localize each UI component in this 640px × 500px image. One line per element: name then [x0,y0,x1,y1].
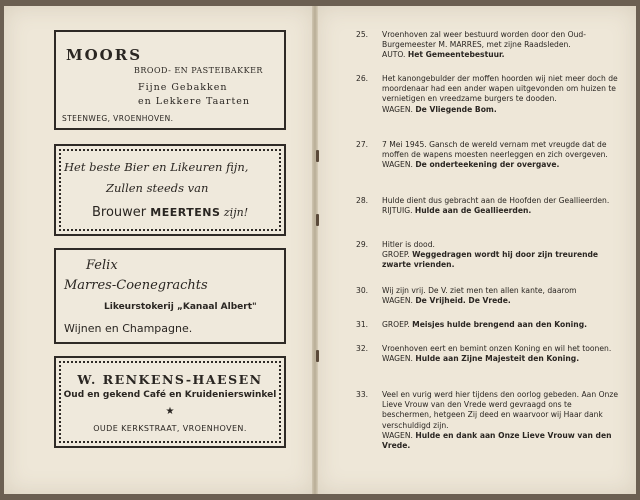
list-item [356,344,622,364]
ad-moors-name: MOORS [66,46,143,64]
item-text: 7 Mei 1945. Gansch de wereld vernam met vreugde dat de moffen de wapens moesten neerleggen en zich overgeven. [382,140,608,160]
list-item [356,196,622,216]
ad-marres-line1: Felix [86,258,118,273]
list-item [356,240,622,271]
item-number: 28. [356,196,369,205]
ad-moors [54,30,286,130]
item-text: Vroenhoven zal weer bestuurd worden door den Oud-Burgemeester M. MARRES, met zijne Raadsleden. [382,30,586,50]
ad-marres-line2: Marres-Coenegrachts [64,278,208,293]
item-text: Veel en vurig werd hier tijdens den oorlog gebeden. Aan Onze Lieve Vrouw van den Vrede werd gevraagd ons te beschermen, hetgeen Zij deed en waarvoor wij Haar dank verschuldigd zijn. [382,390,619,430]
item-label: Hulde aan Zijne Majesteit den Koning. [415,354,580,364]
item-text: Vroenhoven eert en bemint onzen Koning en wil het toonen. [382,344,612,353]
ad-marres-line4: Wijnen en Champagne. [64,322,193,335]
item-label: De Vliegende Bom. [415,104,497,114]
item-label: Het Gemeentebestuur. [407,50,505,60]
item-label: Hulde aan de Geallieerden. [414,206,532,216]
ad-marres-line3: Likeurstokerij „Kanaal Albert" [104,302,257,312]
item-type: AUTO. [382,50,406,60]
star-icon: ★ [165,406,175,417]
item-label: Hulde en dank aan Onze Lieve Vrouw van den Vrede. [382,430,612,451]
item-type: WAGEN. [382,296,413,306]
item-number: 26. [356,74,369,83]
ad-meertens-suffix: zijn! [220,206,249,219]
ad-meertens-line3 [92,205,248,220]
ad-renkens-haesen [54,356,286,448]
item-text: Wij zijn vrij. De V. ziet men ten allen kante, daarom [382,286,577,295]
staple [316,214,319,226]
list-item [356,30,622,61]
list-item [356,286,622,306]
item-number: 29. [356,240,369,249]
ad-marres-coenegrachts [54,248,286,344]
item-number: 32. [356,344,369,353]
item-label: De onderteekening der overgave. [415,160,560,170]
item-type: WAGEN. [382,104,413,114]
booklet-spine [312,6,318,494]
item-label: Meisjes hulde brengend aan den Koning. [412,320,588,329]
item-number: 31. [356,320,369,329]
ad-meertens-prefix: Brouwer [92,205,151,220]
ad-renkens-name: W. RENKENS-HAESEN [77,372,263,387]
item-type: GROEP. [382,320,410,329]
item-number: 25. [356,30,369,39]
item-text: Het kanongebulder der moffen hoorden wij niet meer doch de moordenaar had een ander wapen uitgevonden om huizen te vernietigen en vreedzame burgers te dooden. [382,74,618,104]
list-item [356,74,622,115]
item-text: Hitler is dood. [382,240,435,249]
item-type: WAGEN. [382,430,413,440]
item-number: 30. [356,286,369,295]
ad-renkens-address: OUDE KERKSTRAAT, VROENHOVEN. [93,424,247,433]
ad-meertens [54,144,286,236]
item-type: WAGEN. [382,354,413,364]
ad-meertens-brand: MEERTENS [150,206,221,219]
ad-moors-line2: Fijne Gebakken [138,82,228,93]
ad-moors-line3: en Lekkere Taarten [138,96,251,107]
ad-renkens-sub: Oud en gekend Café en Kruidenierswinkel [63,390,277,400]
item-label: De Vrijheid. De Vrede. [415,296,511,306]
staple [316,150,319,162]
item-text: Hulde dient dus gebracht aan de Hoofden der Geallieerden. [382,196,610,205]
item-number: 27. [356,140,369,149]
item-type: GROEP. [382,250,410,260]
ad-meertens-line2: Zullen steeds van [106,181,209,195]
ad-moors-address: STEENWEG, VROENHOVEN. [62,114,174,123]
ad-moors-line1: BROOD- EN PASTEIBAKKER [134,66,263,75]
item-label: Weggedragen wordt hij door zijn treurende zwarte vrienden. [382,250,599,270]
item-type: RIJTUIG. [382,206,413,216]
item-type: WAGEN. [382,160,413,170]
item-number: 33. [356,390,369,399]
staple [316,350,319,362]
list-item [356,390,622,451]
list-item [356,320,622,330]
ad-meertens-line1: Het beste Bier en Likeuren fijn, [64,160,249,174]
list-item [356,140,622,171]
